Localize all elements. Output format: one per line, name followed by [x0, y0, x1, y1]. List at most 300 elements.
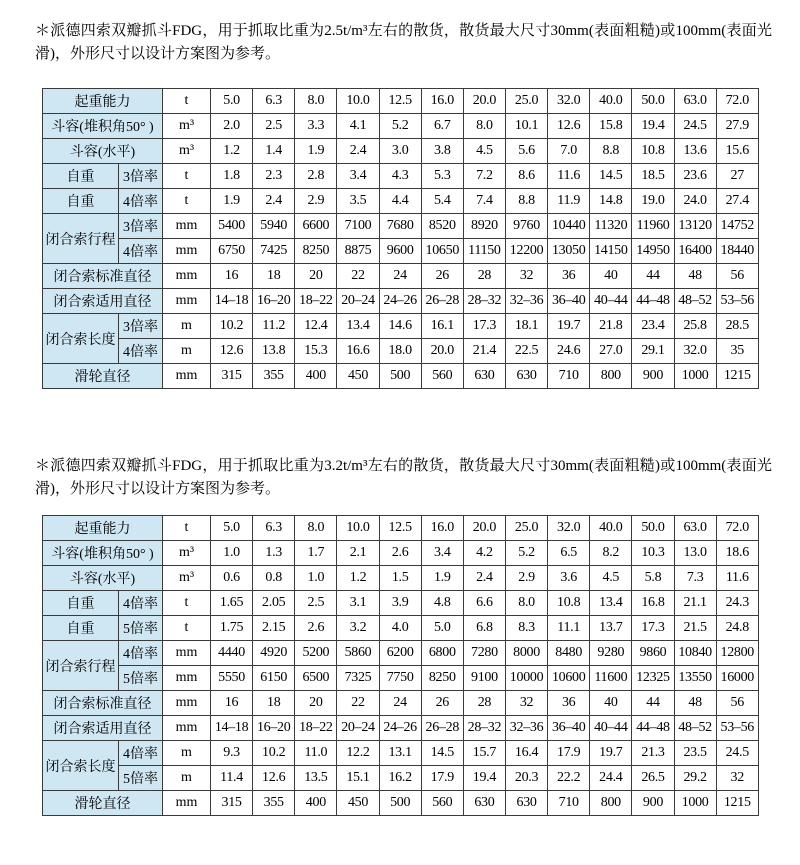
value-cell: 25.0 [505, 89, 547, 114]
table-row [43, 716, 759, 741]
value-cell: 7.0 [548, 139, 590, 164]
value-cell: 40–44 [590, 289, 632, 314]
value-cell: 1215 [716, 791, 758, 816]
value-cell: 14150 [590, 239, 632, 264]
value-cell: 3.2 [337, 616, 379, 641]
table-row [43, 139, 759, 164]
value-cell: 7100 [337, 214, 379, 239]
row-label: 斗容(水平) [43, 566, 163, 591]
value-cell: 7325 [337, 666, 379, 691]
row-sub-label: 3倍率 [119, 314, 163, 339]
table-row [43, 591, 759, 616]
unit-cell: m³ [163, 541, 211, 566]
value-cell: 5940 [253, 214, 295, 239]
value-cell: 5.3 [421, 164, 463, 189]
value-cell: 2.4 [253, 189, 295, 214]
value-cell: 17.3 [463, 314, 505, 339]
value-cell: 6150 [253, 666, 295, 691]
row-sub-label: 5倍率 [119, 616, 163, 641]
value-cell: 21.8 [590, 314, 632, 339]
value-cell: 6750 [211, 239, 253, 264]
unit-cell: t [163, 516, 211, 541]
value-cell: 28.5 [716, 314, 758, 339]
table-row [43, 114, 759, 139]
value-cell: 1000 [674, 791, 716, 816]
value-cell: 18.1 [505, 314, 547, 339]
value-cell: 16–20 [253, 289, 295, 314]
table-row [43, 691, 759, 716]
value-cell: 355 [253, 364, 295, 389]
value-cell: 29.2 [674, 766, 716, 791]
table-row [43, 164, 759, 189]
value-cell: 18.6 [716, 541, 758, 566]
value-cell: 40.0 [590, 89, 632, 114]
value-cell: 7750 [379, 666, 421, 691]
value-cell: 48–52 [674, 716, 716, 741]
value-cell: 8.8 [505, 189, 547, 214]
table-row [43, 791, 759, 816]
value-cell: 1.65 [211, 591, 253, 616]
value-cell: 18–22 [295, 716, 337, 741]
value-cell: 22.2 [548, 766, 590, 791]
value-cell: 19.4 [463, 766, 505, 791]
value-cell: 14.6 [379, 314, 421, 339]
value-cell: 18440 [716, 239, 758, 264]
value-cell: 19.0 [632, 189, 674, 214]
value-cell: 5.0 [211, 89, 253, 114]
value-cell: 6800 [421, 641, 463, 666]
value-cell: 20.0 [463, 516, 505, 541]
row-label: 自重 [43, 591, 119, 616]
value-cell: 630 [463, 364, 505, 389]
unit-cell: t [163, 164, 211, 189]
value-cell: 9280 [590, 641, 632, 666]
value-cell: 2.1 [337, 541, 379, 566]
row-label: 自重 [43, 616, 119, 641]
value-cell: 16.2 [379, 766, 421, 791]
value-cell: 13550 [674, 666, 716, 691]
value-cell: 8.6 [505, 164, 547, 189]
value-cell: 8.0 [463, 114, 505, 139]
value-cell: 5.2 [505, 541, 547, 566]
value-cell: 2.05 [253, 591, 295, 616]
value-cell: 10440 [548, 214, 590, 239]
value-cell: 28–32 [463, 716, 505, 741]
value-cell: 13050 [548, 239, 590, 264]
value-cell: 1.8 [211, 164, 253, 189]
value-cell: 6600 [295, 214, 337, 239]
value-cell: 40 [590, 264, 632, 289]
value-cell: 8.0 [505, 591, 547, 616]
value-cell: 40–44 [590, 716, 632, 741]
value-cell: 44–48 [632, 289, 674, 314]
unit-cell: t [163, 89, 211, 114]
value-cell: 35 [716, 339, 758, 364]
value-cell: 21.1 [674, 591, 716, 616]
value-cell: 48–52 [674, 289, 716, 314]
value-cell: 9860 [632, 641, 674, 666]
value-cell: 1.75 [211, 616, 253, 641]
unit-cell: mm [163, 214, 211, 239]
value-cell: 20.3 [505, 766, 547, 791]
value-cell: 13.5 [295, 766, 337, 791]
value-cell: 900 [632, 791, 674, 816]
value-cell: 12.6 [253, 766, 295, 791]
value-cell: 56 [716, 691, 758, 716]
value-cell: 1.9 [211, 189, 253, 214]
value-cell: 560 [421, 791, 463, 816]
value-cell: 450 [337, 791, 379, 816]
value-cell: 5.6 [505, 139, 547, 164]
spec-table-fdg-2-5 [42, 88, 759, 389]
row-label: 闭合索适用直径 [43, 289, 163, 314]
value-cell: 36–40 [548, 716, 590, 741]
table-row [43, 541, 759, 566]
unit-cell: m³ [163, 114, 211, 139]
value-cell: 7.3 [674, 566, 716, 591]
value-cell: 1.7 [295, 541, 337, 566]
row-sub-label: 4倍率 [119, 239, 163, 264]
value-cell: 26.5 [632, 766, 674, 791]
value-cell: 12200 [505, 239, 547, 264]
row-sub-label: 3倍率 [119, 214, 163, 239]
value-cell: 13.4 [590, 591, 632, 616]
value-cell: 36–40 [548, 289, 590, 314]
row-label: 自重 [43, 164, 119, 189]
value-cell: 8875 [337, 239, 379, 264]
unit-cell: m³ [163, 566, 211, 591]
row-sub-label: 3倍率 [119, 164, 163, 189]
value-cell: 27.9 [716, 114, 758, 139]
value-cell: 12.2 [337, 741, 379, 766]
value-cell: 8.0 [295, 516, 337, 541]
value-cell: 2.6 [295, 616, 337, 641]
value-cell: 8520 [421, 214, 463, 239]
value-cell: 36 [548, 264, 590, 289]
value-cell: 25.8 [674, 314, 716, 339]
value-cell: 11.4 [211, 766, 253, 791]
value-cell: 18 [253, 691, 295, 716]
row-label: 斗容(堆积角50° ) [43, 541, 163, 566]
table-row [43, 264, 759, 289]
unit-cell: mm [163, 791, 211, 816]
value-cell: 5860 [337, 641, 379, 666]
value-cell: 7.2 [463, 164, 505, 189]
value-cell: 4920 [253, 641, 295, 666]
value-cell: 9600 [379, 239, 421, 264]
value-cell: 6500 [295, 666, 337, 691]
value-cell: 16–20 [253, 716, 295, 741]
value-cell: 25.0 [505, 516, 547, 541]
value-cell: 10.3 [632, 541, 674, 566]
value-cell: 14.5 [590, 164, 632, 189]
value-cell: 12800 [716, 641, 758, 666]
row-label: 起重能力 [43, 89, 163, 114]
value-cell: 400 [295, 791, 337, 816]
row-sub-label: 4倍率 [119, 189, 163, 214]
row-label: 斗容(水平) [43, 139, 163, 164]
value-cell: 6.3 [253, 89, 295, 114]
value-cell: 1.9 [295, 139, 337, 164]
row-label: 闭合索行程 [43, 214, 119, 264]
table-row [43, 89, 759, 114]
value-cell: 32 [716, 766, 758, 791]
value-cell: 20–24 [337, 716, 379, 741]
value-cell: 20.0 [421, 339, 463, 364]
row-label: 闭合索行程 [43, 641, 119, 691]
table-row [43, 766, 759, 791]
value-cell: 32–36 [505, 716, 547, 741]
value-cell: 11.1 [548, 616, 590, 641]
table-row [43, 616, 759, 641]
value-cell: 27 [716, 164, 758, 189]
value-cell: 4.5 [463, 139, 505, 164]
value-cell: 16.4 [505, 741, 547, 766]
value-cell: 18–22 [295, 289, 337, 314]
value-cell: 8920 [463, 214, 505, 239]
value-cell: 5.4 [421, 189, 463, 214]
value-cell: 0.6 [211, 566, 253, 591]
value-cell: 72.0 [716, 516, 758, 541]
unit-cell: m³ [163, 139, 211, 164]
value-cell: 16.6 [337, 339, 379, 364]
value-cell: 2.9 [295, 189, 337, 214]
value-cell: 50.0 [632, 516, 674, 541]
value-cell: 6.3 [253, 516, 295, 541]
value-cell: 24.5 [674, 114, 716, 139]
value-cell: 315 [211, 791, 253, 816]
value-cell: 17.3 [632, 616, 674, 641]
value-cell: 13.4 [337, 314, 379, 339]
value-cell: 5550 [211, 666, 253, 691]
value-cell: 4.2 [463, 541, 505, 566]
value-cell: 14–18 [211, 716, 253, 741]
value-cell: 9.3 [211, 741, 253, 766]
value-cell: 10.2 [211, 314, 253, 339]
value-cell: 28 [463, 691, 505, 716]
value-cell: 16.8 [632, 591, 674, 616]
value-cell: 14–18 [211, 289, 253, 314]
table-row [43, 364, 759, 389]
value-cell: 24–26 [379, 716, 421, 741]
value-cell: 3.0 [379, 139, 421, 164]
unit-cell: mm [163, 264, 211, 289]
value-cell: 14.5 [421, 741, 463, 766]
row-sub-label: 4倍率 [119, 741, 163, 766]
value-cell: 12.4 [295, 314, 337, 339]
value-cell: 14950 [632, 239, 674, 264]
value-cell: 15.7 [463, 741, 505, 766]
value-cell: 10.8 [632, 139, 674, 164]
value-cell: 1.3 [253, 541, 295, 566]
value-cell: 14752 [716, 214, 758, 239]
value-cell: 16.0 [421, 89, 463, 114]
value-cell: 2.4 [337, 139, 379, 164]
value-cell: 3.4 [337, 164, 379, 189]
value-cell: 10840 [674, 641, 716, 666]
value-cell: 20–24 [337, 289, 379, 314]
table-row [43, 289, 759, 314]
value-cell: 6.7 [421, 114, 463, 139]
value-cell: 4.0 [379, 616, 421, 641]
value-cell: 13120 [674, 214, 716, 239]
value-cell: 12325 [632, 666, 674, 691]
value-cell: 19.4 [632, 114, 674, 139]
value-cell: 4.1 [337, 114, 379, 139]
value-cell: 5.2 [379, 114, 421, 139]
value-cell: 500 [379, 364, 421, 389]
value-cell: 16 [211, 264, 253, 289]
value-cell: 22.5 [505, 339, 547, 364]
value-cell: 2.15 [253, 616, 295, 641]
unit-cell: mm [163, 364, 211, 389]
value-cell: 1000 [674, 364, 716, 389]
table-row [43, 314, 759, 339]
value-cell: 16.1 [421, 314, 463, 339]
row-label: 滑轮直径 [43, 791, 163, 816]
value-cell: 56 [716, 264, 758, 289]
value-cell: 13.7 [590, 616, 632, 641]
value-cell: 21.3 [632, 741, 674, 766]
value-cell: 24.0 [674, 189, 716, 214]
value-cell: 16 [211, 691, 253, 716]
value-cell: 710 [548, 364, 590, 389]
value-cell: 450 [337, 364, 379, 389]
table-row [43, 666, 759, 691]
value-cell: 5200 [295, 641, 337, 666]
value-cell: 10.0 [337, 89, 379, 114]
row-label: 自重 [43, 189, 119, 214]
value-cell: 11600 [590, 666, 632, 691]
value-cell: 4440 [211, 641, 253, 666]
value-cell: 32 [505, 691, 547, 716]
value-cell: 26–28 [421, 716, 463, 741]
value-cell: 8000 [505, 641, 547, 666]
value-cell: 0.8 [253, 566, 295, 591]
value-cell: 44 [632, 264, 674, 289]
value-cell: 3.9 [379, 591, 421, 616]
row-label: 闭合索长度 [43, 314, 119, 364]
unit-cell: mm [163, 691, 211, 716]
value-cell: 7680 [379, 214, 421, 239]
value-cell: 6200 [379, 641, 421, 666]
value-cell: 2.4 [463, 566, 505, 591]
row-label: 闭合索标准直径 [43, 691, 163, 716]
value-cell: 3.1 [337, 591, 379, 616]
value-cell: 24–26 [379, 289, 421, 314]
table-row [43, 566, 759, 591]
value-cell: 40 [590, 691, 632, 716]
value-cell: 15.8 [590, 114, 632, 139]
table-row [43, 641, 759, 666]
value-cell: 12.5 [379, 516, 421, 541]
value-cell: 48 [674, 691, 716, 716]
product-description-fdg-3-2: ＊派德四索双瓣抓斗FDG，用于抓取比重为3.2t/m³左右的散货，散货最大尺寸30mm(表面粗糙)或100mm(表面光滑)，外形尺寸以设计方案图为参考。 [35, 458, 772, 497]
value-cell: 6.5 [548, 541, 590, 566]
unit-cell: mm [163, 641, 211, 666]
value-cell: 7425 [253, 239, 295, 264]
row-label: 起重能力 [43, 516, 163, 541]
value-cell: 8.2 [590, 541, 632, 566]
value-cell: 11.0 [295, 741, 337, 766]
value-cell: 15.6 [716, 139, 758, 164]
value-cell: 9100 [463, 666, 505, 691]
unit-cell: m [163, 314, 211, 339]
value-cell: 2.3 [253, 164, 295, 189]
value-cell: 355 [253, 791, 295, 816]
value-cell: 63.0 [674, 516, 716, 541]
value-cell: 20.0 [463, 89, 505, 114]
value-cell: 5.0 [421, 616, 463, 641]
value-cell: 24 [379, 264, 421, 289]
value-cell: 400 [295, 364, 337, 389]
value-cell: 20 [295, 264, 337, 289]
value-cell: 12.6 [211, 339, 253, 364]
value-cell: 11960 [632, 214, 674, 239]
value-cell: 28 [463, 264, 505, 289]
row-label: 闭合索标准直径 [43, 264, 163, 289]
row-sub-label: 5倍率 [119, 666, 163, 691]
value-cell: 23.5 [674, 741, 716, 766]
value-cell: 15.1 [337, 766, 379, 791]
row-label: 闭合索适用直径 [43, 716, 163, 741]
value-cell: 44–48 [632, 716, 674, 741]
value-cell: 10.0 [337, 516, 379, 541]
value-cell: 13.8 [253, 339, 295, 364]
value-cell: 8250 [421, 666, 463, 691]
value-cell: 24.8 [716, 616, 758, 641]
value-cell: 6.6 [463, 591, 505, 616]
value-cell: 32.0 [674, 339, 716, 364]
value-cell: 36 [548, 691, 590, 716]
value-cell: 11.9 [548, 189, 590, 214]
unit-cell: mm [163, 289, 211, 314]
unit-cell: t [163, 189, 211, 214]
value-cell: 8.0 [295, 89, 337, 114]
value-cell: 7.4 [463, 189, 505, 214]
value-cell: 500 [379, 791, 421, 816]
unit-cell: mm [163, 666, 211, 691]
table-row [43, 214, 759, 239]
value-cell: 4.3 [379, 164, 421, 189]
value-cell: 32–36 [505, 289, 547, 314]
value-cell: 22 [337, 264, 379, 289]
value-cell: 11320 [590, 214, 632, 239]
value-cell: 27.4 [716, 189, 758, 214]
table-row [43, 339, 759, 364]
value-cell: 22 [337, 691, 379, 716]
value-cell: 28–32 [463, 289, 505, 314]
value-cell: 24 [379, 691, 421, 716]
value-cell: 800 [590, 364, 632, 389]
value-cell: 10600 [548, 666, 590, 691]
row-label: 闭合索长度 [43, 741, 119, 791]
value-cell: 13.1 [379, 741, 421, 766]
row-sub-label: 5倍率 [119, 766, 163, 791]
value-cell: 16.0 [421, 516, 463, 541]
value-cell: 1.5 [379, 566, 421, 591]
value-cell: 13.0 [674, 541, 716, 566]
table-row [43, 239, 759, 264]
value-cell: 1215 [716, 364, 758, 389]
value-cell: 18.5 [632, 164, 674, 189]
value-cell: 3.4 [421, 541, 463, 566]
value-cell: 3.3 [295, 114, 337, 139]
value-cell: 630 [505, 791, 547, 816]
value-cell: 27.0 [590, 339, 632, 364]
value-cell: 24.6 [548, 339, 590, 364]
value-cell: 8480 [548, 641, 590, 666]
